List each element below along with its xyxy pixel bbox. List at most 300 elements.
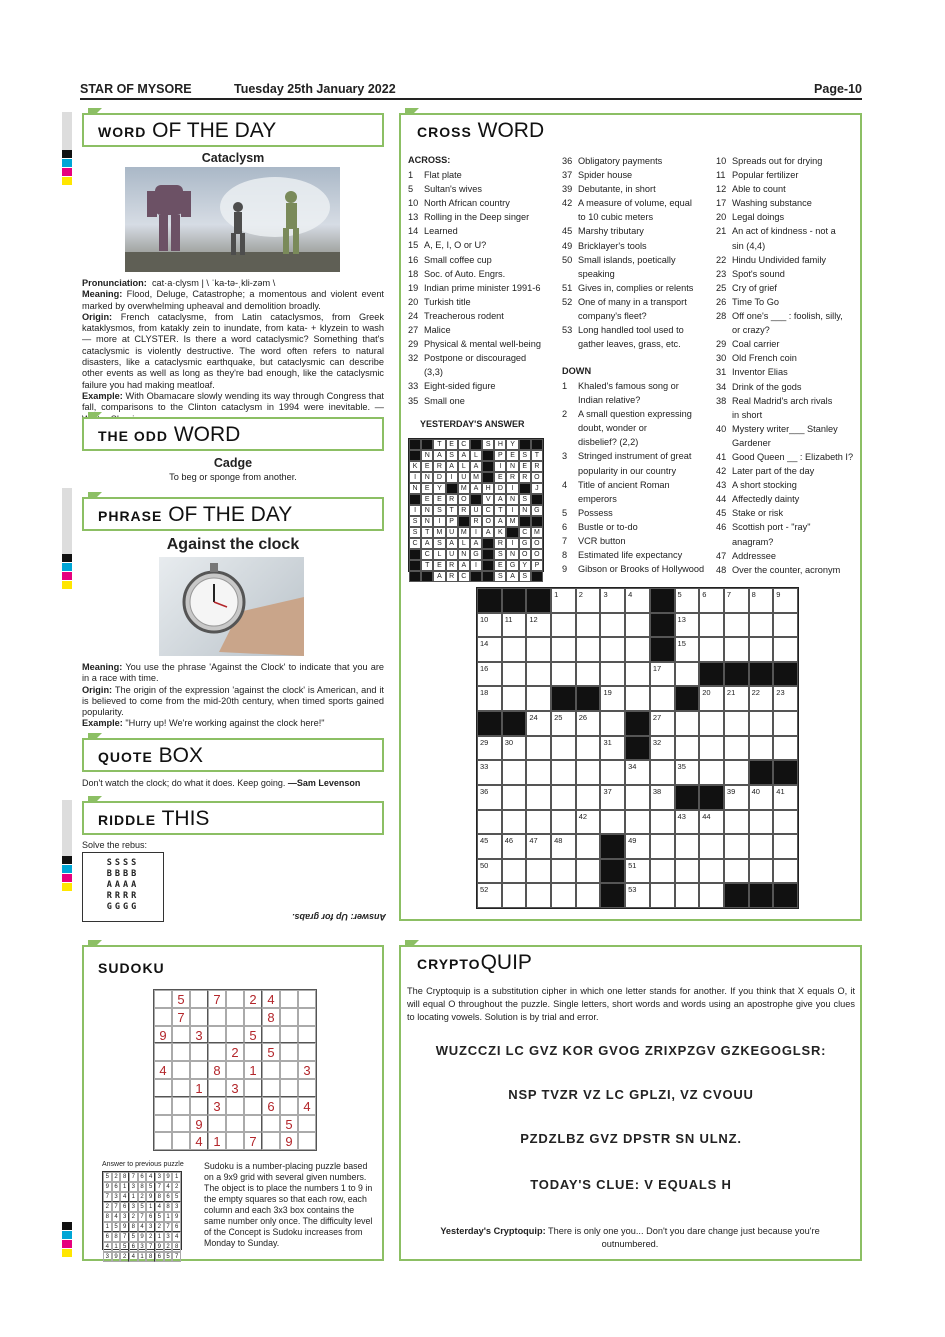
sudoku-cell[interactable]: 3 bbox=[208, 1097, 226, 1115]
sudoku-cell[interactable] bbox=[244, 1043, 262, 1061]
crossword-cell[interactable] bbox=[502, 760, 527, 785]
sudoku-cell[interactable] bbox=[190, 1097, 208, 1115]
crossword-cell[interactable]: 36 bbox=[477, 785, 502, 810]
clue-text: Debutante, in short bbox=[578, 184, 656, 195]
crossword-cell[interactable]: 6 bbox=[699, 588, 724, 613]
crossword-cell[interactable] bbox=[650, 834, 675, 859]
crossword-cell[interactable]: 17 bbox=[650, 662, 675, 687]
sudoku-cell[interactable]: 3 bbox=[190, 1026, 208, 1044]
black-square bbox=[519, 483, 531, 494]
sudoku-cell[interactable] bbox=[190, 990, 208, 1008]
clue-text: Turkish title bbox=[424, 296, 471, 307]
crossword-grid[interactable] bbox=[476, 587, 799, 909]
clue-text: Time To Go bbox=[732, 296, 779, 307]
sudoku-cell[interactable] bbox=[190, 1061, 208, 1079]
crossword-cell[interactable]: 14 bbox=[477, 637, 502, 662]
answer-cell: A bbox=[482, 527, 494, 538]
sudoku-cell[interactable] bbox=[208, 1079, 226, 1097]
crossword-cell[interactable]: 16 bbox=[477, 662, 502, 687]
crossword-cell[interactable] bbox=[551, 883, 576, 908]
prev-sudoku-cell: 2 bbox=[146, 1232, 155, 1242]
sudoku-cell[interactable] bbox=[154, 990, 172, 1008]
crossword-cell[interactable] bbox=[502, 785, 527, 810]
crossword-cell[interactable] bbox=[551, 637, 576, 662]
crossword-cell[interactable] bbox=[675, 662, 700, 687]
crossword-cell[interactable] bbox=[773, 810, 798, 835]
sudoku-cell[interactable] bbox=[208, 1043, 226, 1061]
sudoku-cell[interactable] bbox=[280, 1061, 298, 1079]
crossword-cell[interactable]: 53 bbox=[625, 883, 650, 908]
crossword-cell[interactable]: 31 bbox=[600, 736, 625, 761]
crossword-cell[interactable]: 15 bbox=[675, 637, 700, 662]
crossword-cell[interactable] bbox=[699, 859, 724, 884]
sudoku-cell[interactable]: 7 bbox=[208, 990, 226, 1008]
sudoku-cell[interactable] bbox=[154, 1097, 172, 1115]
crossword-cell[interactable]: 25 bbox=[551, 711, 576, 736]
crossword-cell[interactable] bbox=[749, 711, 774, 736]
crossword-cell[interactable]: 43 bbox=[675, 810, 700, 835]
clue-text: Gibson or Brooks of Hollywood bbox=[578, 564, 705, 575]
crossword-cell[interactable] bbox=[675, 736, 700, 761]
crossword-cell[interactable]: 11 bbox=[502, 613, 527, 638]
crossword-cell[interactable]: 27 bbox=[650, 711, 675, 736]
sudoku-cell[interactable] bbox=[298, 1026, 316, 1044]
crossword-cell[interactable]: 22 bbox=[749, 686, 774, 711]
clue-text: Eight-sided figure bbox=[424, 381, 496, 392]
answer-cell: T bbox=[433, 439, 445, 450]
answer-cell: S bbox=[482, 439, 494, 450]
crossword-cell[interactable] bbox=[724, 760, 749, 785]
crossword-cell[interactable] bbox=[576, 637, 601, 662]
black-square bbox=[502, 711, 527, 736]
black-square bbox=[625, 711, 650, 736]
prev-sudoku-cell: 1 bbox=[172, 1172, 181, 1182]
sudoku-cell[interactable]: 8 bbox=[262, 1008, 280, 1026]
clue-text: doubt, wonder or bbox=[578, 423, 647, 434]
sudoku-cell[interactable] bbox=[298, 990, 316, 1008]
crossword-cell[interactable]: 38 bbox=[650, 785, 675, 810]
crossword-cell[interactable]: 10 bbox=[477, 613, 502, 638]
crossword-cell[interactable] bbox=[551, 810, 576, 835]
crossword-cell[interactable] bbox=[699, 883, 724, 908]
crossword-cell[interactable]: 29 bbox=[477, 736, 502, 761]
sudoku-cell[interactable] bbox=[244, 1008, 262, 1026]
sudoku-cell[interactable] bbox=[262, 1079, 280, 1097]
sudoku-cell[interactable]: 3 bbox=[226, 1079, 244, 1097]
sudoku-cell[interactable] bbox=[208, 1026, 226, 1044]
crossword-cell[interactable] bbox=[526, 859, 551, 884]
sudoku-cell[interactable] bbox=[172, 1026, 190, 1044]
crossword-cell[interactable]: 4 bbox=[625, 588, 650, 613]
prev-sudoku-cell: 1 bbox=[146, 1202, 155, 1212]
answer-cell: A bbox=[446, 461, 458, 472]
crossword-cell[interactable]: 40 bbox=[749, 785, 774, 810]
sudoku-cell[interactable] bbox=[262, 1026, 280, 1044]
sudoku-cell[interactable] bbox=[154, 1008, 172, 1026]
prev-sudoku-cell: 7 bbox=[120, 1232, 129, 1242]
crossword-cell[interactable]: 52 bbox=[477, 883, 502, 908]
crossword-cell[interactable]: 20 bbox=[699, 686, 724, 711]
crossword-cell[interactable]: 18 bbox=[477, 686, 502, 711]
sudoku-cell[interactable] bbox=[244, 1115, 262, 1133]
sudoku-cell[interactable] bbox=[298, 1079, 316, 1097]
crossword-cell[interactable] bbox=[773, 711, 798, 736]
sudoku-cell[interactable] bbox=[262, 1061, 280, 1079]
crossword-cell[interactable]: 26 bbox=[576, 711, 601, 736]
crossword-cell[interactable]: 42 bbox=[576, 810, 601, 835]
sudoku-cell[interactable]: 4 bbox=[154, 1061, 172, 1079]
answer-cell: Y bbox=[519, 560, 531, 571]
clue-number: 26 bbox=[716, 296, 727, 307]
sudoku-cell[interactable]: 5 bbox=[280, 1115, 298, 1133]
clue-item bbox=[716, 520, 856, 534]
sudoku-cell[interactable] bbox=[172, 1097, 190, 1115]
crossword-cell[interactable] bbox=[724, 613, 749, 638]
sudoku-cell[interactable] bbox=[298, 1132, 316, 1150]
crossword-cell[interactable] bbox=[749, 810, 774, 835]
sudoku-cell[interactable] bbox=[154, 1115, 172, 1133]
crossword-cell[interactable] bbox=[749, 859, 774, 884]
crossword-cell[interactable] bbox=[650, 760, 675, 785]
sudoku-cell[interactable]: 9 bbox=[154, 1026, 172, 1044]
crossword-cell[interactable] bbox=[526, 637, 551, 662]
sudoku-cell[interactable] bbox=[172, 1115, 190, 1133]
crossword-cell[interactable] bbox=[551, 662, 576, 687]
clue-number bbox=[562, 421, 578, 435]
crossword-cell[interactable] bbox=[526, 686, 551, 711]
sudoku-cell[interactable]: 5 bbox=[244, 1026, 262, 1044]
sudoku-cell[interactable]: 6 bbox=[262, 1097, 280, 1115]
clue-item bbox=[716, 210, 856, 224]
clue-text: Long handled tool used to bbox=[578, 325, 684, 336]
crossword-cell[interactable]: 5 bbox=[675, 588, 700, 613]
sudoku-cell[interactable] bbox=[298, 1043, 316, 1061]
crossword-cell[interactable] bbox=[625, 810, 650, 835]
answer-cell: A bbox=[470, 483, 482, 494]
clue-number bbox=[562, 393, 578, 407]
answer-cell: J bbox=[531, 483, 543, 494]
crossword-cell[interactable] bbox=[749, 736, 774, 761]
black-square bbox=[482, 461, 494, 472]
cryptoquip-header: CRYPTOQUIP bbox=[399, 945, 862, 979]
sudoku-cell[interactable] bbox=[280, 1097, 298, 1115]
crossword-cell[interactable]: 48 bbox=[551, 834, 576, 859]
crossword-cell[interactable]: 45 bbox=[477, 834, 502, 859]
sudoku-cell[interactable] bbox=[172, 1061, 190, 1079]
crossword-cell[interactable] bbox=[600, 810, 625, 835]
crossword-cell[interactable] bbox=[576, 859, 601, 884]
crossword-cell[interactable]: 34 bbox=[625, 760, 650, 785]
crossword-cell[interactable]: 37 bbox=[600, 785, 625, 810]
clue-text: Off one's ___ : foolish, silly, bbox=[732, 311, 843, 322]
clue-text: Hindu Undivided family bbox=[732, 254, 826, 265]
crossword-cell[interactable] bbox=[650, 859, 675, 884]
clue-number: 1 bbox=[408, 170, 414, 180]
crossword-cell[interactable] bbox=[600, 637, 625, 662]
answer-cell: N bbox=[506, 494, 518, 505]
sudoku-cell[interactable] bbox=[226, 1061, 244, 1079]
sudoku-cell[interactable] bbox=[280, 990, 298, 1008]
crossword-cell[interactable] bbox=[576, 883, 601, 908]
crossword-cell[interactable] bbox=[650, 810, 675, 835]
sudoku-cell[interactable]: 5 bbox=[172, 990, 190, 1008]
clue-number: 16 bbox=[408, 254, 419, 265]
crossword-cell[interactable] bbox=[699, 760, 724, 785]
crossword-cell[interactable] bbox=[600, 760, 625, 785]
sudoku-cell[interactable]: 1 bbox=[208, 1132, 226, 1150]
prev-sudoku-cell: 7 bbox=[103, 1192, 112, 1202]
crossword-cell[interactable]: 24 bbox=[526, 711, 551, 736]
crossword-cell[interactable] bbox=[724, 859, 749, 884]
sudoku-cell[interactable]: 4 bbox=[190, 1132, 208, 1150]
sudoku-grid[interactable] bbox=[153, 989, 317, 1151]
crossword-cell[interactable] bbox=[551, 785, 576, 810]
clue-item bbox=[716, 281, 856, 295]
crossword-cell[interactable] bbox=[625, 686, 650, 711]
crossword-cell[interactable]: 50 bbox=[477, 859, 502, 884]
black-square bbox=[470, 494, 482, 505]
crossword-cell[interactable] bbox=[724, 810, 749, 835]
crossword-cell[interactable]: 2 bbox=[576, 588, 601, 613]
answer-cell: H bbox=[482, 483, 494, 494]
answer-cell: E bbox=[494, 560, 506, 571]
clue-text: Physical & mental well-being bbox=[424, 339, 541, 350]
crossword-cell[interactable]: 1 bbox=[551, 588, 576, 613]
crossword-cell[interactable]: 44 bbox=[699, 810, 724, 835]
crossword-cell[interactable]: 32 bbox=[650, 736, 675, 761]
crossword-cell[interactable] bbox=[675, 834, 700, 859]
crossword-cell[interactable] bbox=[625, 637, 650, 662]
crossword-cell[interactable]: 8 bbox=[749, 588, 774, 613]
crossword-cell[interactable] bbox=[502, 859, 527, 884]
crossword-cell[interactable] bbox=[477, 810, 502, 835]
crossword-cell[interactable]: 13 bbox=[675, 613, 700, 638]
sudoku-cell[interactable] bbox=[154, 1043, 172, 1061]
crossword-cell[interactable] bbox=[675, 711, 700, 736]
crossword-cell[interactable] bbox=[724, 736, 749, 761]
sudoku-cell[interactable] bbox=[190, 1008, 208, 1026]
sudoku-cell[interactable] bbox=[262, 1115, 280, 1133]
crossword-cell[interactable] bbox=[749, 613, 774, 638]
sudoku-cell[interactable]: 5 bbox=[262, 1043, 280, 1061]
robots-illustration bbox=[125, 167, 340, 272]
clue-item bbox=[562, 295, 712, 309]
sudoku-cell[interactable]: 9 bbox=[280, 1132, 298, 1150]
black-square bbox=[519, 516, 531, 527]
crossword-cell[interactable] bbox=[650, 686, 675, 711]
sudoku-cell[interactable] bbox=[208, 1008, 226, 1026]
sudoku-cell[interactable] bbox=[172, 1079, 190, 1097]
crossword-cell[interactable]: 41 bbox=[773, 785, 798, 810]
answer-cell: E bbox=[421, 494, 433, 505]
crossword-cell[interactable] bbox=[576, 785, 601, 810]
crossword-cell[interactable] bbox=[551, 613, 576, 638]
crossword-cell[interactable] bbox=[699, 834, 724, 859]
crossword-cell[interactable] bbox=[625, 662, 650, 687]
answer-cell: Y bbox=[506, 439, 518, 450]
sudoku-cell[interactable]: 9 bbox=[190, 1115, 208, 1133]
crossword-cell[interactable] bbox=[724, 637, 749, 662]
prev-sudoku-cell: 7 bbox=[129, 1172, 138, 1182]
clue-number: 20 bbox=[716, 212, 727, 223]
sudoku-cell[interactable] bbox=[280, 1079, 298, 1097]
crossword-cell[interactable] bbox=[600, 711, 625, 736]
crossword-cell[interactable]: 21 bbox=[724, 686, 749, 711]
crossword-cell[interactable] bbox=[502, 810, 527, 835]
crossword-cell[interactable] bbox=[675, 859, 700, 884]
sudoku-cell[interactable] bbox=[154, 1132, 172, 1150]
answer-cell: U bbox=[446, 527, 458, 538]
prev-sudoku-cell: 1 bbox=[164, 1212, 173, 1222]
clue-item bbox=[408, 337, 558, 351]
crossword-cell[interactable] bbox=[724, 834, 749, 859]
answer-cell: R bbox=[531, 461, 543, 472]
sudoku-cell[interactable]: 1 bbox=[244, 1061, 262, 1079]
crossword-cell[interactable] bbox=[699, 711, 724, 736]
sudoku-cell[interactable]: 4 bbox=[298, 1097, 316, 1115]
sudoku-cell[interactable]: 7 bbox=[244, 1132, 262, 1150]
crossword-cell[interactable]: 9 bbox=[773, 588, 798, 613]
crossword-cell[interactable] bbox=[526, 736, 551, 761]
crossword-cell[interactable] bbox=[675, 883, 700, 908]
crossword-cell[interactable] bbox=[502, 686, 527, 711]
sudoku-cell[interactable] bbox=[226, 1097, 244, 1115]
crossword-cell[interactable] bbox=[749, 834, 774, 859]
sudoku-cell[interactable]: 2 bbox=[226, 1043, 244, 1061]
crossword-cell[interactable] bbox=[526, 810, 551, 835]
crossword-cell[interactable] bbox=[502, 883, 527, 908]
down-clues-1 bbox=[562, 379, 712, 576]
crossword-cell[interactable] bbox=[699, 736, 724, 761]
sudoku-cell[interactable] bbox=[226, 1026, 244, 1044]
crossword-cell[interactable] bbox=[526, 760, 551, 785]
crossword-cell[interactable]: 33 bbox=[477, 760, 502, 785]
crossword-cell[interactable] bbox=[576, 760, 601, 785]
clue-item bbox=[716, 182, 856, 196]
crossword-cell[interactable] bbox=[650, 883, 675, 908]
crossword-cell[interactable] bbox=[749, 637, 774, 662]
crossword-cell[interactable] bbox=[551, 736, 576, 761]
crossword-cell[interactable]: 12 bbox=[526, 613, 551, 638]
crossword-cell[interactable] bbox=[600, 613, 625, 638]
crossword-cell[interactable] bbox=[576, 613, 601, 638]
clue-number: 21 bbox=[716, 226, 727, 237]
sudoku-cell[interactable]: 8 bbox=[208, 1061, 226, 1079]
clue-text: One of many in a transport bbox=[578, 296, 687, 307]
sudoku-cell[interactable]: 7 bbox=[172, 1008, 190, 1026]
crossword-cell[interactable]: 51 bbox=[625, 859, 650, 884]
crossword-cell[interactable] bbox=[502, 662, 527, 687]
crossword-cell[interactable] bbox=[625, 785, 650, 810]
clue-number: 29 bbox=[716, 339, 727, 350]
clue-text: Possess bbox=[578, 507, 613, 518]
crossword-cell[interactable] bbox=[773, 736, 798, 761]
sudoku-cell[interactable] bbox=[280, 1008, 298, 1026]
crossword-cell[interactable] bbox=[576, 736, 601, 761]
sudoku-cell[interactable] bbox=[298, 1008, 316, 1026]
crossword-cell[interactable]: 19 bbox=[600, 686, 625, 711]
sudoku-header: SUDOKU bbox=[82, 945, 384, 979]
sudoku-cell[interactable] bbox=[208, 1115, 226, 1133]
clue-number: 17 bbox=[716, 198, 727, 209]
sudoku-cell[interactable]: 3 bbox=[298, 1061, 316, 1079]
sudoku-cell[interactable] bbox=[280, 1026, 298, 1044]
sudoku-cell[interactable] bbox=[226, 1132, 244, 1150]
clue-number: 43 bbox=[716, 480, 727, 491]
stopwatch-in-hand bbox=[159, 557, 304, 656]
sudoku-cell[interactable] bbox=[154, 1079, 172, 1097]
sudoku-cell[interactable]: 1 bbox=[190, 1079, 208, 1097]
answer-cell: A bbox=[458, 450, 470, 461]
clue-number: 45 bbox=[562, 226, 573, 237]
answer-cell: S bbox=[433, 505, 445, 516]
sudoku-cell[interactable] bbox=[262, 1132, 280, 1150]
crossword-cell[interactable] bbox=[699, 637, 724, 662]
crossword-cell[interactable]: 47 bbox=[526, 834, 551, 859]
sudoku-cell[interactable] bbox=[298, 1115, 316, 1133]
crossword-cell[interactable] bbox=[526, 883, 551, 908]
crossword-cell[interactable] bbox=[699, 613, 724, 638]
clue-number: 49 bbox=[562, 240, 573, 251]
prev-sudoku-cell: 9 bbox=[164, 1172, 173, 1182]
sudoku-cell[interactable] bbox=[226, 990, 244, 1008]
sudoku-cell[interactable] bbox=[226, 1008, 244, 1026]
black-square bbox=[675, 785, 700, 810]
sudoku-cell[interactable]: 2 bbox=[244, 990, 262, 1008]
crossword-cell[interactable] bbox=[773, 637, 798, 662]
crossword-cell[interactable] bbox=[625, 613, 650, 638]
crossword-cell[interactable] bbox=[600, 662, 625, 687]
black-square bbox=[625, 736, 650, 761]
crossword-cell[interactable]: 3 bbox=[600, 588, 625, 613]
answer-cell: D bbox=[494, 483, 506, 494]
crossword-cell[interactable]: 39 bbox=[724, 785, 749, 810]
prev-sudoku-cell: 1 bbox=[103, 1222, 112, 1232]
crossword-cell[interactable]: 35 bbox=[675, 760, 700, 785]
sudoku-cell[interactable] bbox=[244, 1079, 262, 1097]
crossword-cell[interactable]: 23 bbox=[773, 686, 798, 711]
crossword-cell[interactable] bbox=[773, 834, 798, 859]
sudoku-cell[interactable] bbox=[190, 1043, 208, 1061]
crossword-cell[interactable] bbox=[576, 834, 601, 859]
crossword-cell[interactable] bbox=[576, 662, 601, 687]
crossword-cell[interactable] bbox=[502, 637, 527, 662]
sudoku-cell[interactable] bbox=[172, 1043, 190, 1061]
sudoku-cell[interactable] bbox=[172, 1132, 190, 1150]
clue-item bbox=[716, 196, 856, 210]
crossword-cell[interactable]: 49 bbox=[625, 834, 650, 859]
crossword-cell[interactable]: 30 bbox=[502, 736, 527, 761]
crossword-cell[interactable] bbox=[526, 785, 551, 810]
black-square bbox=[650, 588, 675, 613]
prev-sudoku-cell: 7 bbox=[164, 1222, 173, 1232]
crossword-cell[interactable] bbox=[551, 859, 576, 884]
sudoku-cell[interactable] bbox=[280, 1043, 298, 1061]
crossword-cell[interactable] bbox=[773, 859, 798, 884]
clue-text: Old French coin bbox=[732, 353, 797, 364]
crossword-cell[interactable] bbox=[773, 613, 798, 638]
crossword-cell[interactable]: 46 bbox=[502, 834, 527, 859]
crossword-cell[interactable] bbox=[551, 760, 576, 785]
crossword-cell[interactable]: 7 bbox=[724, 588, 749, 613]
crossword-cell[interactable] bbox=[526, 662, 551, 687]
sudoku-cell[interactable]: 4 bbox=[262, 990, 280, 1008]
sudoku-cell[interactable] bbox=[226, 1115, 244, 1133]
sudoku-cell[interactable] bbox=[244, 1097, 262, 1115]
clue-number: 27 bbox=[408, 325, 419, 336]
crossword-cell[interactable] bbox=[724, 711, 749, 736]
clue-item bbox=[716, 408, 856, 422]
